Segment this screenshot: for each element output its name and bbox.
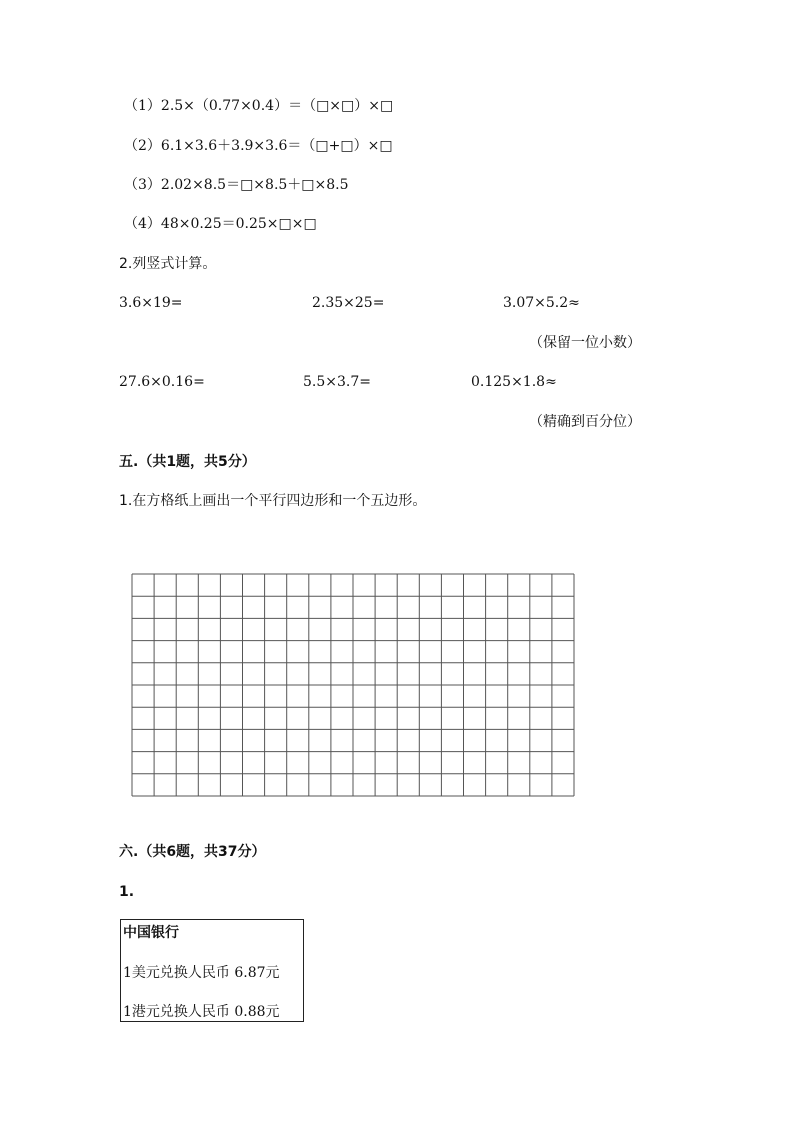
calc-item: 27.6×0.16= <box>119 374 205 390</box>
section-5-heading: 五.（共1题，共5分） <box>119 454 256 470</box>
calc-note: （精确到百分位） <box>529 414 641 430</box>
bank-name: 中国银行 <box>123 925 179 941</box>
calc-item: 2.35×25= <box>312 295 385 311</box>
q2-title: 2.列竖式计算。 <box>119 256 217 272</box>
exchange-rate-box <box>120 919 304 1022</box>
grid-paper <box>131 573 575 797</box>
calc-item: 3.07×5.2≈ <box>503 295 580 311</box>
calc-item: 5.5×3.7= <box>303 374 371 390</box>
section-6-question-number: 1. <box>119 884 135 900</box>
q4-item-4: （4）48×0.25＝0.25×□×□ <box>124 216 317 232</box>
q4-item-1: （1）2.5×（0.77×0.4）＝（□×□）×□ <box>124 98 394 114</box>
exchange-rate-line: 1港元兑换人民币 0.88元 <box>123 1004 280 1020</box>
q4-item-3: （3）2.02×8.5＝□×8.5＋□×8.5 <box>124 177 349 193</box>
section-6-heading: 六.（共6题，共37分） <box>119 844 266 860</box>
section-5-question: 1.在方格纸上画出一个平行四边形和一个五边形。 <box>119 493 427 509</box>
q4-item-2: （2）6.1×3.6＋3.9×3.6＝（□+□）×□ <box>124 138 393 154</box>
calc-item: 3.6×19= <box>119 295 183 311</box>
calc-item: 0.125×1.8≈ <box>471 374 557 390</box>
calc-note: （保留一位小数） <box>529 335 641 351</box>
exchange-rate-line: 1美元兑换人民币 6.87元 <box>123 965 280 981</box>
